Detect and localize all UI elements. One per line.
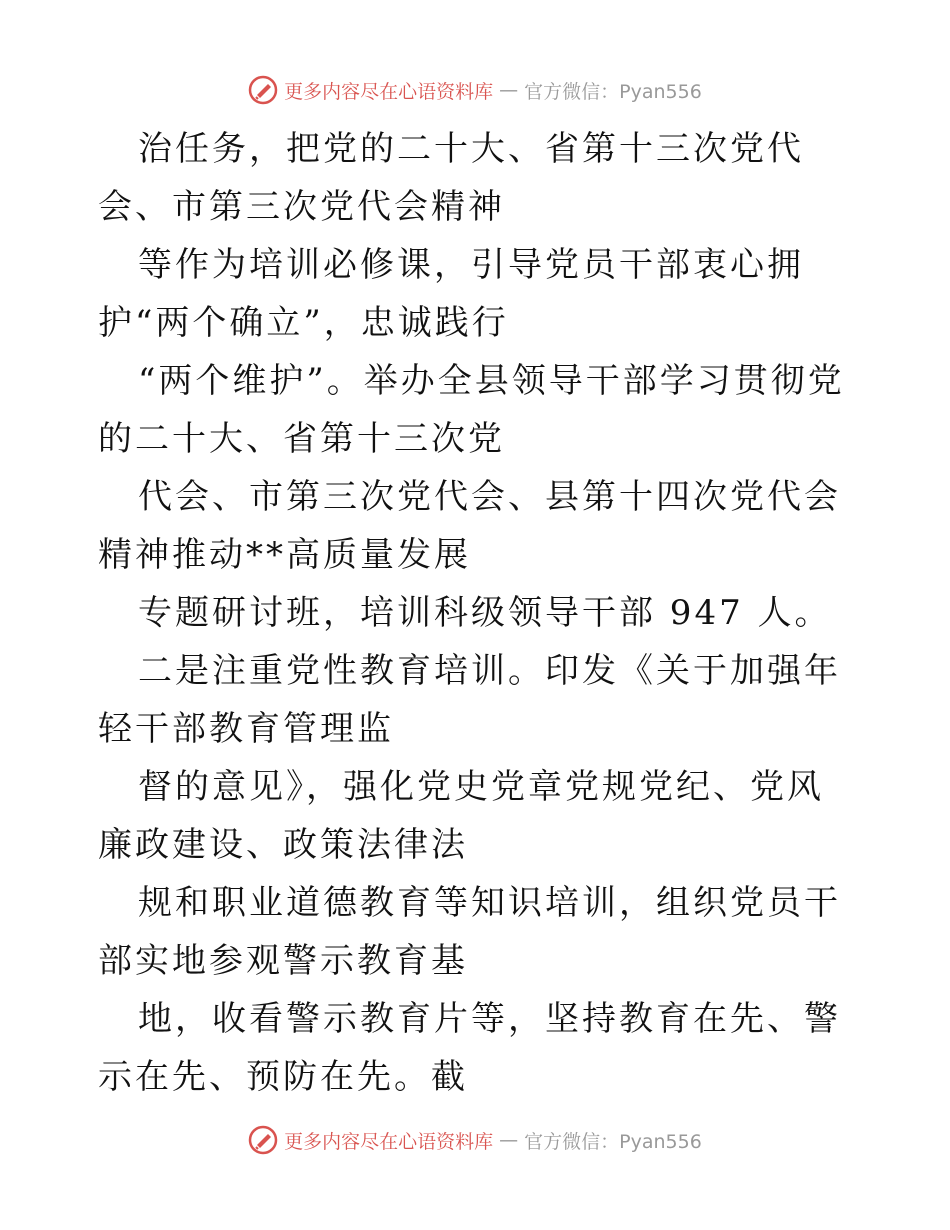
paragraph: 代会、市第三次党代会、县第十四次党代会精神推动**高质量发展 (98, 477, 841, 575)
watermark-main-text: 更多内容尽在心语资料库 (284, 80, 494, 103)
paragraph: “两个维护”。举办全县领导干部学习贯彻党的二十大、省第十三次党 (98, 361, 845, 459)
paragraph: 等作为培训必修课，引导党员干部衷心拥护“两个确立”，忠诚践行 (98, 245, 804, 343)
watermark-contact-text: 官方微信：Pyan556 (524, 1130, 702, 1153)
watermark-separator: — (499, 79, 519, 101)
header-watermark (0, 70, 950, 110)
paragraph: 规和职业道德教育等知识培训，组织党员干部实地参观警示教育基 (98, 883, 841, 981)
watermark-separator: — (499, 1129, 519, 1151)
footer-watermark (0, 1120, 950, 1160)
paragraph: 督的意见》，强化党史党章党规党纪、党风廉政建设、政策法律法 (98, 767, 824, 865)
logo-icon (248, 75, 278, 105)
document-body (98, 120, 858, 1106)
paragraph: 地，收看警示教育片等，坚持教育在先、警示在先、预防在先。截 (98, 999, 841, 1097)
paragraph: 专题研讨班，培训科级领导干部 947 人。 (138, 593, 832, 633)
paragraph: 治任务，把党的二十大、省第十三次党代会、市第三次党代会精神 (98, 129, 804, 227)
watermark-contact-text: 官方微信：Pyan556 (524, 80, 702, 103)
watermark-main-text: 更多内容尽在心语资料库 (284, 1130, 494, 1153)
paragraph: 二是注重党性教育培训。印发《关于加强年轻干部教育管理监 (98, 651, 841, 749)
logo-icon (248, 1125, 278, 1155)
